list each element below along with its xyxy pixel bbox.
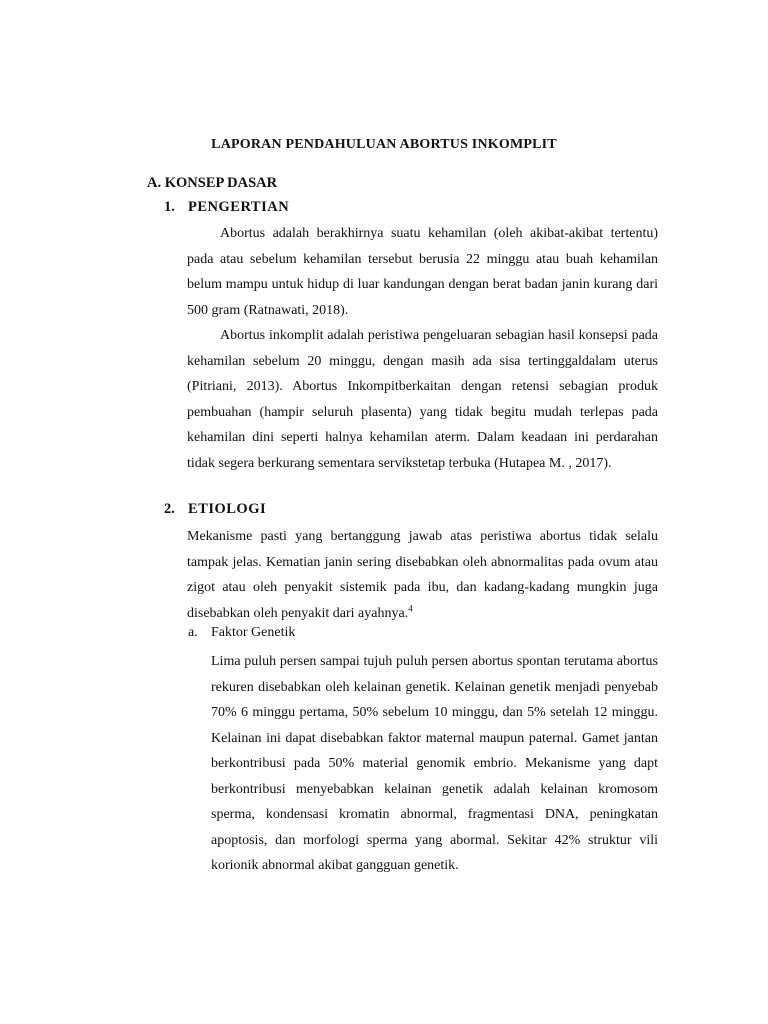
subsection-heading-pengertian xyxy=(164,199,289,216)
subsection-number: 1. xyxy=(164,199,175,215)
section-heading-konsep-dasar: A. KONSEP DASAR xyxy=(147,175,278,191)
subsection-number: 2. xyxy=(164,501,175,517)
paragraph-etiologi-text: Mekanisme pasti yang bertanggung jawab atas peristiwa abortus tidak selalu tampak jelas. Kematian janin sering disebabkan oleh abnormalitas pada ovum atau zigot atau oleh penyakit sistemik pada ibu, dan kadang-kadang mungkin juga disebabkan oleh penyakit dari ayahnya. xyxy=(187,529,658,621)
subsection-label: PENGERTIAN xyxy=(188,199,290,215)
footnote-reference: 4 xyxy=(408,602,413,613)
list-item-faktor-genetik xyxy=(188,625,295,641)
subsection-heading-etiologi xyxy=(164,501,266,518)
paragraph-faktor-genetik: Lima puluh persen sampai tujuh puluh persen abortus spontan terutama abortus rekuren disebabkan oleh kelainan genetik. Kelainan genetik menjadi penyebab 70% 6 minggu pertama, 50% sebelum 10 minggu, dan 5% setelah 12 minggu. Kelainan ini dapat disebabkan faktor maternal maupun paternal. Gamet jantan berkontribusi pada 50% material genomik embrio. Mekanisme yang dapt berkontribusi menyebabkan kelainan genetik adalah kelainan kromosom sperma, kondensasi kromatin abnormal, fragmentasi DNA, peningkatan apoptosis, dan morfologi sperma yang abormal. Sekitar 42% struktur vili korionik abnormal akibat gangguan genetik. xyxy=(211,654,658,873)
list-marker: a. xyxy=(188,625,198,640)
document-title: LAPORAN PENDAHULUAN ABORTUS INKOMPLIT xyxy=(211,137,557,152)
subsection-label: ETIOLOGI xyxy=(188,501,267,517)
paragraph-etiologi xyxy=(187,524,658,626)
list-item-label: Faktor Genetik xyxy=(211,625,296,640)
paragraph-pengertian-1: Abortus adalah berakhirnya suatu kehamilan (oleh akibat-akibat tertentu) pada atau sebelum kehamilan tersebut berusia 22 minggu atau buah kehamilan belum mampu untuk hidup di luar kandungan dengan berat badan janin kurang dari 500 gram (Ratnawati, 2018). xyxy=(187,226,658,318)
paragraph-pengertian-2: Abortus inkomplit adalah peristiwa pengeluaran sebagian hasil konsepsi pada kehamilan sebelum 20 minggu, dengan masih ada sisa tertinggaldalam uterus (Pitriani, 2013). Abortus Inkompitberkaitan dengan retensi sebagian produk pembuahan (hampir seluruh plasenta) yang tidak begitu mudah terlepas pada kehamilan dini seperti halnya kehamilan aterm. Dalam keadaan ini perdarahan tidak segera berkurang sementara servikstetap terbuka (Hutapea M. , 2017). xyxy=(187,328,658,471)
